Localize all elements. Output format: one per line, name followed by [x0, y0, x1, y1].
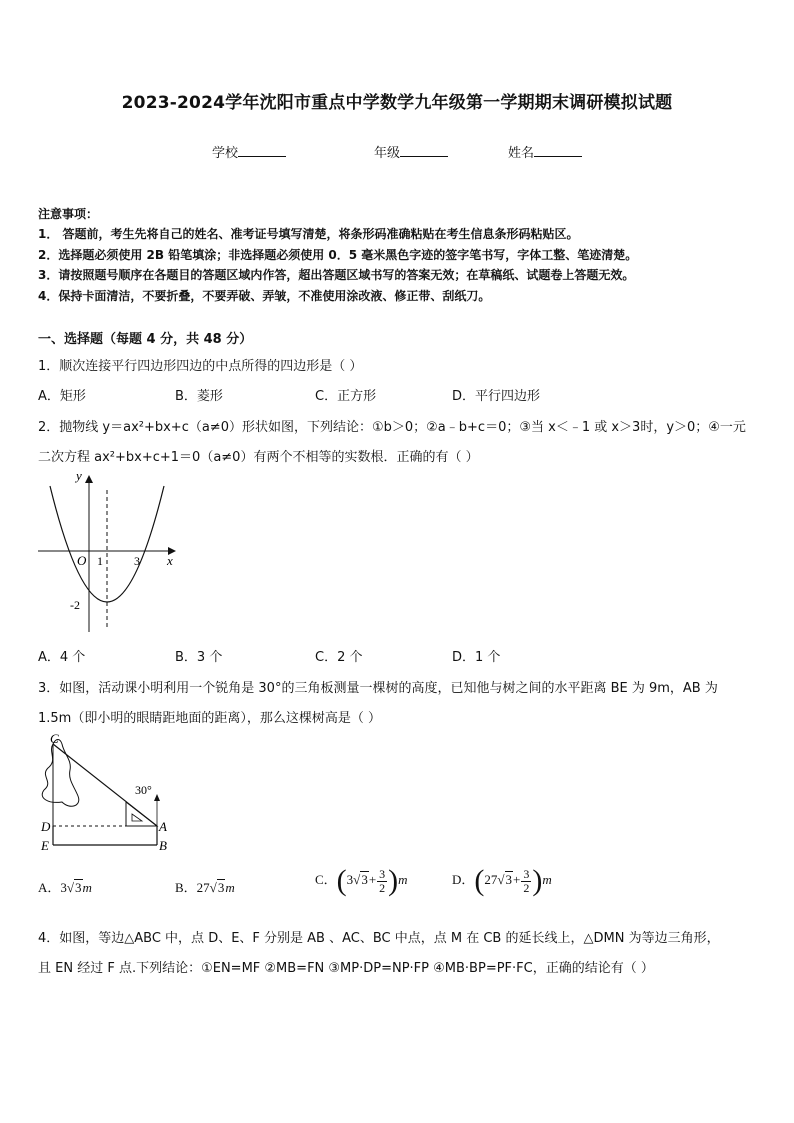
notice-item-3: 3．请按照题号顺序在各题目的答题区域内作答，超出答题区域书写的答案无效；在草稿纸、试题卷上答题无效。 — [38, 268, 635, 282]
point-b-label: B — [159, 838, 167, 853]
page-title: 2023-2024学年沈阳市重点中学数学九年级第一学期期末调研模拟试题 — [121, 93, 673, 113]
tick-1-label: 1 — [97, 554, 103, 568]
name-blank[interactable] — [534, 144, 582, 157]
q2-stem-line2: 二次方程 ax²+bx+c+1＝0（a≠0）有两个不相等的实数根．正确的有（ ） — [38, 450, 479, 465]
q1-option-a[interactable]: A．矩形 — [38, 389, 86, 404]
q3-option-d[interactable]: D．(27√3+ $\frac{3}{2}$ )m — [452, 864, 552, 897]
q2-option-c[interactable]: C．2 个 — [315, 650, 363, 665]
y-label: y — [76, 468, 82, 483]
grade-blank[interactable] — [400, 144, 448, 157]
q2-stem-line1: 2．抛物线 y＝ax²+bx+c（a≠0）形状如图，下列结论：①b＞0；②a﹣b+c＝0；③当 x＜﹣1 或 x＞3时，y＞0；④一元 — [38, 420, 746, 435]
grade-label: 年级 — [374, 146, 401, 161]
school-blank[interactable] — [238, 144, 286, 157]
q2-option-d[interactable]: D．1 个 — [452, 650, 501, 665]
section-heading: 一、选择题（每题 4 分，共 48 分） — [38, 332, 253, 347]
x-label: x — [167, 553, 173, 568]
point-c-label: C — [50, 731, 59, 746]
point-d-label: D — [41, 819, 51, 834]
q1-option-c[interactable]: C．正方形 — [315, 389, 377, 404]
q3-stem-line1: 3．如图，活动课小明利用一个锐角是 30°的三角板测量一棵树的高度，已知他与树之间的水平距离 BE 为 9m，AB 为 — [38, 681, 718, 696]
tick-3-label: 3 — [134, 554, 140, 568]
y-axis-arrow — [85, 475, 93, 483]
point-e-label: E — [41, 838, 49, 853]
q3-option-b[interactable]: B．27√3m — [175, 880, 235, 895]
q3-stem-line2: 1.5m（即小明的眼睛距地面的距离），那么这棵树高是（ ） — [38, 711, 381, 726]
school-label: 学校 — [212, 146, 239, 161]
angle-label: 30° — [135, 783, 152, 797]
point-a-label: A — [159, 819, 167, 834]
tree-figure — [34, 730, 184, 854]
angle-ref-arrow — [154, 794, 160, 801]
q2-option-b[interactable]: B．3 个 — [175, 650, 223, 665]
school-field[interactable] — [212, 142, 286, 161]
q1-option-b[interactable]: B．菱形 — [175, 389, 223, 404]
notice-heading: 注意事项： — [38, 207, 99, 221]
q3-option-c[interactable]: C．(3√3+ $\frac{3}{2}$ )m — [315, 864, 408, 897]
set-square-inner — [132, 814, 142, 821]
set-square — [126, 802, 157, 826]
tick-neg2-label: -2 — [70, 598, 80, 612]
parabola-graph — [34, 468, 184, 636]
q1-stem: 1．顺次连接平行四边形四边的中点所得的四边形是（ ） — [38, 359, 363, 374]
q4-stem-line2: 且 EN 经过 F 点.下列结论：①EN=MF ②MB=FN ③MP·DP=NP·FP ④MB·BP=PF·FC，正确的结论有（ ） — [38, 961, 654, 976]
grade-field[interactable] — [374, 142, 448, 161]
notice-item-2: 2．选择题必须使用 2B 铅笔填涂；非选择题必须使用 0．5 毫米黑色字迹的签字笔书写，字体工整、笔迹清楚。 — [38, 248, 638, 262]
name-field[interactable] — [508, 142, 582, 161]
q3-option-a[interactable]: A．3√3m — [38, 880, 92, 895]
notice-item-4: 4．保持卡面清洁，不要折叠，不要弄破、弄皱，不准使用涂改液、修正带、刮纸刀。 — [38, 289, 491, 303]
q4-stem-line1: 4．如图，等边△ABC 中，点 D、E、F 分别是 AB 、AC、BC 中点，点 M 在 CB 的延长线上，△DMN 为等边三角形， — [38, 931, 720, 946]
origin-label: O — [77, 553, 87, 568]
q1-option-d[interactable]: D．平行四边形 — [452, 389, 541, 404]
q2-option-a[interactable]: A．4 个 — [38, 650, 86, 665]
notice-item-1: 1． 答题前，考生先将自己的姓名、准考证号填写清楚，将条形码准确粘贴在考生信息条形码粘贴区。 — [38, 227, 579, 241]
name-label: 姓名 — [508, 146, 535, 161]
